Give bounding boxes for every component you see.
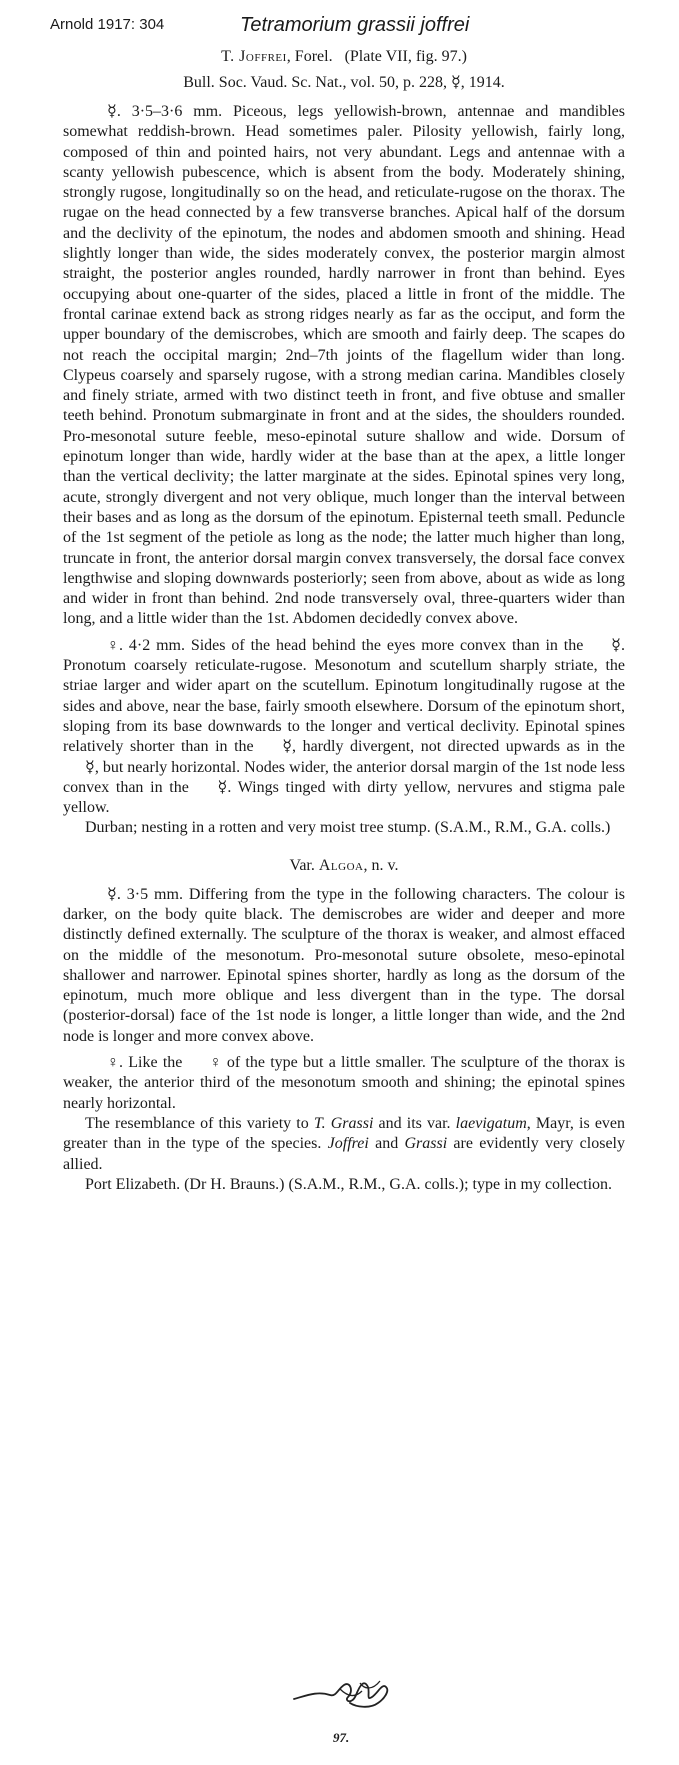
- worker-symbol-icon: ☿: [450, 74, 461, 91]
- document-body: [63, 44, 625, 1195]
- female-description: ♀. 4·2 mm. Sides of the head behind the eyes more convex than in the ☿. Pronotum coarsely reticulate-rugose. Mesonotum and scutellum sharply striate, the striae larger and wider apart on the scutellum. Epinotum longitudinally rugose at the sides and above, near the base, fairly smooth elsewhere. Dorsum of the epinotum short, sloping from its base downwards to the longer and vertical declivity. Epinotal spines relatively shorter than in the ☿, hardly divergent, not directed upwards as in the ☿, but nearly horizontal. Nodes wider, the anterior dorsal margin of the 1st node less convex than in the ☿. Wings tinged with dirty yellow, nervures and stigma pale yellow.: [63, 636, 625, 817]
- resemblance-note: The resemblance of this variety to T. Grassi and its var. laevigatum, Mayr, is even greater than in the type of the species. Joffrei and Grassi are evidently very closely allied.: [63, 1114, 626, 1173]
- locality-port-elizabeth: Port Elizabeth. (Dr H. Brauns.) (S.A.M., R.M., G.A. colls.); type in my collection.: [85, 1175, 613, 1193]
- citation: Bull. Soc. Vaud. Sc. Nat., vol. 50, p. 228, ☿, 1914.: [63, 70, 625, 96]
- species-heading: Tetramorium grassii joffrei: [240, 14, 470, 36]
- worker-symbol-icon: ☿: [107, 103, 117, 120]
- variety-heading: Var. Algoa, n. v.: [289, 856, 399, 874]
- variety-worker-description: ☿. 3·5 mm. Differing from the type in the following characters. The colour is darker, on the body quite black. The demiscrobes are wider and deeper and more distinctly defined externally. The sculpture of the thorax is weaker, and almost effaced on the middle of the mesonotum. Pro-mesonotal suture obsolete, meso-epinotal shallower and narrower. Epinotal spines shorter, hardly as long as the dorsum of the epinotum, much more oblique and less divergent than in the type. The dorsal (posterior-dorsal) face of the 1st node is longer, a little longer than wide, and the 2nd node is longer and more convex above.: [63, 885, 625, 1045]
- variety-female-description: ♀. Like the ♀ of the type but a little smaller. The sculpture of the thorax is weaker, the anterior third of the mesonotum smooth and shining; the epinotal spines nearly horizontal.: [63, 1054, 625, 1112]
- female-symbol-icon: ♀: [107, 636, 119, 654]
- plate-number: 97.: [333, 1730, 350, 1745]
- worker-symbol-icon: ☿: [85, 758, 95, 776]
- worker-symbol-icon: ☿: [217, 778, 228, 796]
- locality-durban: Durban; nesting in a rotten and very moist tree stump. (S.A.M., R.M., G.A. colls.): [85, 819, 611, 837]
- header-meta: [50, 14, 659, 36]
- taxon-title: [63, 44, 625, 70]
- female-symbol-icon: ♀: [209, 1054, 222, 1072]
- source-reference: Arnold 1917: 304: [50, 16, 165, 33]
- worker-symbol-icon: ☿: [282, 738, 293, 756]
- worker-description: ☿. 3·5–3·6 mm. Piceous, legs yellowish-brown, antennae and mandibles somewhat reddish-brown. Head sometimes paler. Pilosity yellowish, fairly long, composed of thin and pointed hairs, not very abundant. Legs and antennae with a scanty yellowish pubescence, which is absent from the body. Moderately shining, strongly rugose, longitudinally so on the head, and reticulate-rugose on the thorax. The rugae on the head connected by a few transverse branches. Apical half of the dorsum and the declivity of the epinotum, the nodes and abdomen smooth and shining. Head slightly longer than wide, the sides moderately convex, the posterior margin almost straight, the posterior angles rounded, hardly narrower in front than behind. Eyes occupying about one-quarter of the sides, placed a little in front of the middle. The frontal carinae extend back as strong ridges nearly as far as the occiput, and form the upper boundary of the demiscrobes, which are smooth and fairly deep. The scapes do not reach the occipital margin; 2nd–7th joints of the flagellum wider than long. Clypeus coarsely and sparsely rugose, with a strong median carina. Mandibles closely and finely striate, armed with two distinct teeth in front, and five obtuse and smaller teeth behind. Pronotum submarginate in front and at the sides, the shoulders rounded. Pro-mesonotal suture feeble, meso-epinotal suture shallow and wide. Dorsum of epinotum longer than wide, hardly wider at the base than at the apex, a little longer than the vertical declivity; the latter marginate at the sides. Epinotal spines very long, acute, strongly divergent and not very oblique, much longer than the interval between their bases and as long as the dorsum of the epinotum. Episternal teeth small. Peduncle of the 1st segment of the petiole as long as the node; the latter much higher than long, truncate in front, the anterior dorsal margin convex transversely, the dorsal face convex lengthwise and sloping downwards posteriorly; seen from above, about as wide as long and wider in front than behind. 2nd node transversely oval, three-quarters wider than long, and a little wider than the 1st. Abdomen decidedly convex above.: [63, 103, 625, 628]
- plate-reference: (Plate VII, fig. 97.): [344, 48, 467, 65]
- taxon-name: T. Joffrei: [221, 48, 287, 65]
- worker-symbol-icon: ☿: [107, 885, 117, 903]
- worker-symbol-icon: ☿: [611, 636, 621, 654]
- female-symbol-icon: ♀: [107, 1054, 119, 1072]
- signature-flourish: [290, 1665, 400, 1715]
- taxon-author: , Forel.: [286, 48, 333, 65]
